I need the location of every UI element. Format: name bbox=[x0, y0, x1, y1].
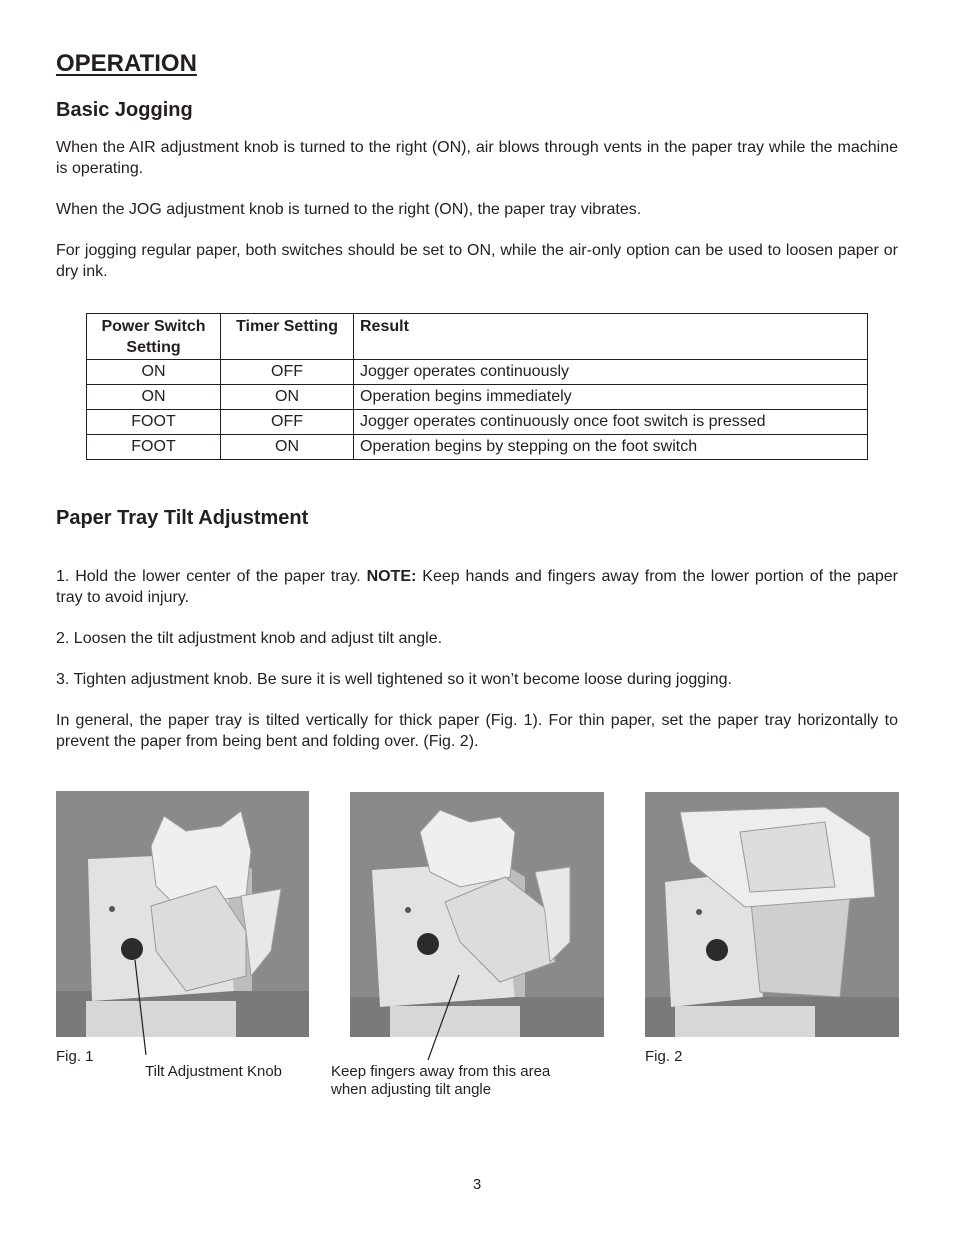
knob-callout-label: Tilt Adjustment Knob bbox=[145, 1063, 283, 1080]
table-cell: FOOT bbox=[87, 435, 221, 460]
paragraph-general-tilt: In general, the paper tray is tilted vertically for thick paper (Fig. 1). For thin paper, set the paper tray horizontally to prevent the paper from being bent and folding over. (Fig. 2). bbox=[56, 712, 898, 750]
section-heading-tilt-adjustment: Paper Tray Tilt Adjustment bbox=[56, 507, 309, 529]
fingers-callout-label-line1: Keep fingers away from this area bbox=[331, 1063, 551, 1080]
step-1-suffix: Keep hands and fingers away from the lower portion of the paper tray to avoid injury. bbox=[56, 568, 899, 606]
column-header-result: Result bbox=[354, 314, 868, 360]
table-cell: Jogger operates continuously bbox=[354, 360, 868, 385]
table-cell: OFF bbox=[221, 360, 354, 385]
fingers-callout-label-line2: when adjusting tilt angle bbox=[331, 1081, 492, 1098]
paragraph-regular-paper: For jogging regular paper, both switches should be set to ON, while the air-only option can be used to loosen paper or dry ink. bbox=[56, 242, 898, 280]
table-cell: ON bbox=[221, 435, 354, 460]
paragraph-air-knob: When the AIR adjustment knob is turned to the right (ON), air blows through vents in the paper tray while the machine is operating. bbox=[56, 139, 898, 177]
page-number: 3 bbox=[472, 1176, 482, 1193]
step-1-prefix: 1. Hold the lower center of the paper tray. bbox=[56, 568, 367, 585]
section-heading-basic-jogging: Basic Jogging bbox=[56, 99, 193, 121]
table-cell: Operation begins by stepping on the foot switch bbox=[354, 435, 868, 460]
table-cell: Operation begins immediately bbox=[354, 385, 868, 410]
paragraph-step-2: 2. Loosen the tilt adjustment knob and adjust tilt angle. bbox=[56, 630, 443, 647]
knob-callout-line bbox=[135, 960, 146, 1055]
column-header-timer: Timer Setting bbox=[221, 314, 354, 360]
fingers-callout-line bbox=[428, 975, 459, 1060]
fig1-caption: Fig. 1 bbox=[56, 1048, 94, 1065]
page-title: OPERATION bbox=[56, 50, 197, 77]
paragraph-step-3: 3. Tighten adjustment knob. Be sure it is well tightened so it won’t become loose during jogging. bbox=[56, 671, 732, 688]
paragraph-jog-knob: When the JOG adjustment knob is turned to the right (ON), the paper tray vibrates. bbox=[56, 201, 642, 218]
fig2-caption: Fig. 2 bbox=[645, 1048, 683, 1065]
table-cell: ON bbox=[87, 360, 221, 385]
note-label: NOTE: bbox=[366, 568, 417, 585]
table-cell: ON bbox=[221, 385, 354, 410]
table-cell: OFF bbox=[221, 410, 354, 435]
column-header-power-switch: Power Switch Setting bbox=[87, 314, 221, 360]
table-cell: Jogger operates continuously once foot switch is pressed bbox=[354, 410, 868, 435]
table-cell: FOOT bbox=[87, 410, 221, 435]
table-cell: ON bbox=[87, 385, 221, 410]
